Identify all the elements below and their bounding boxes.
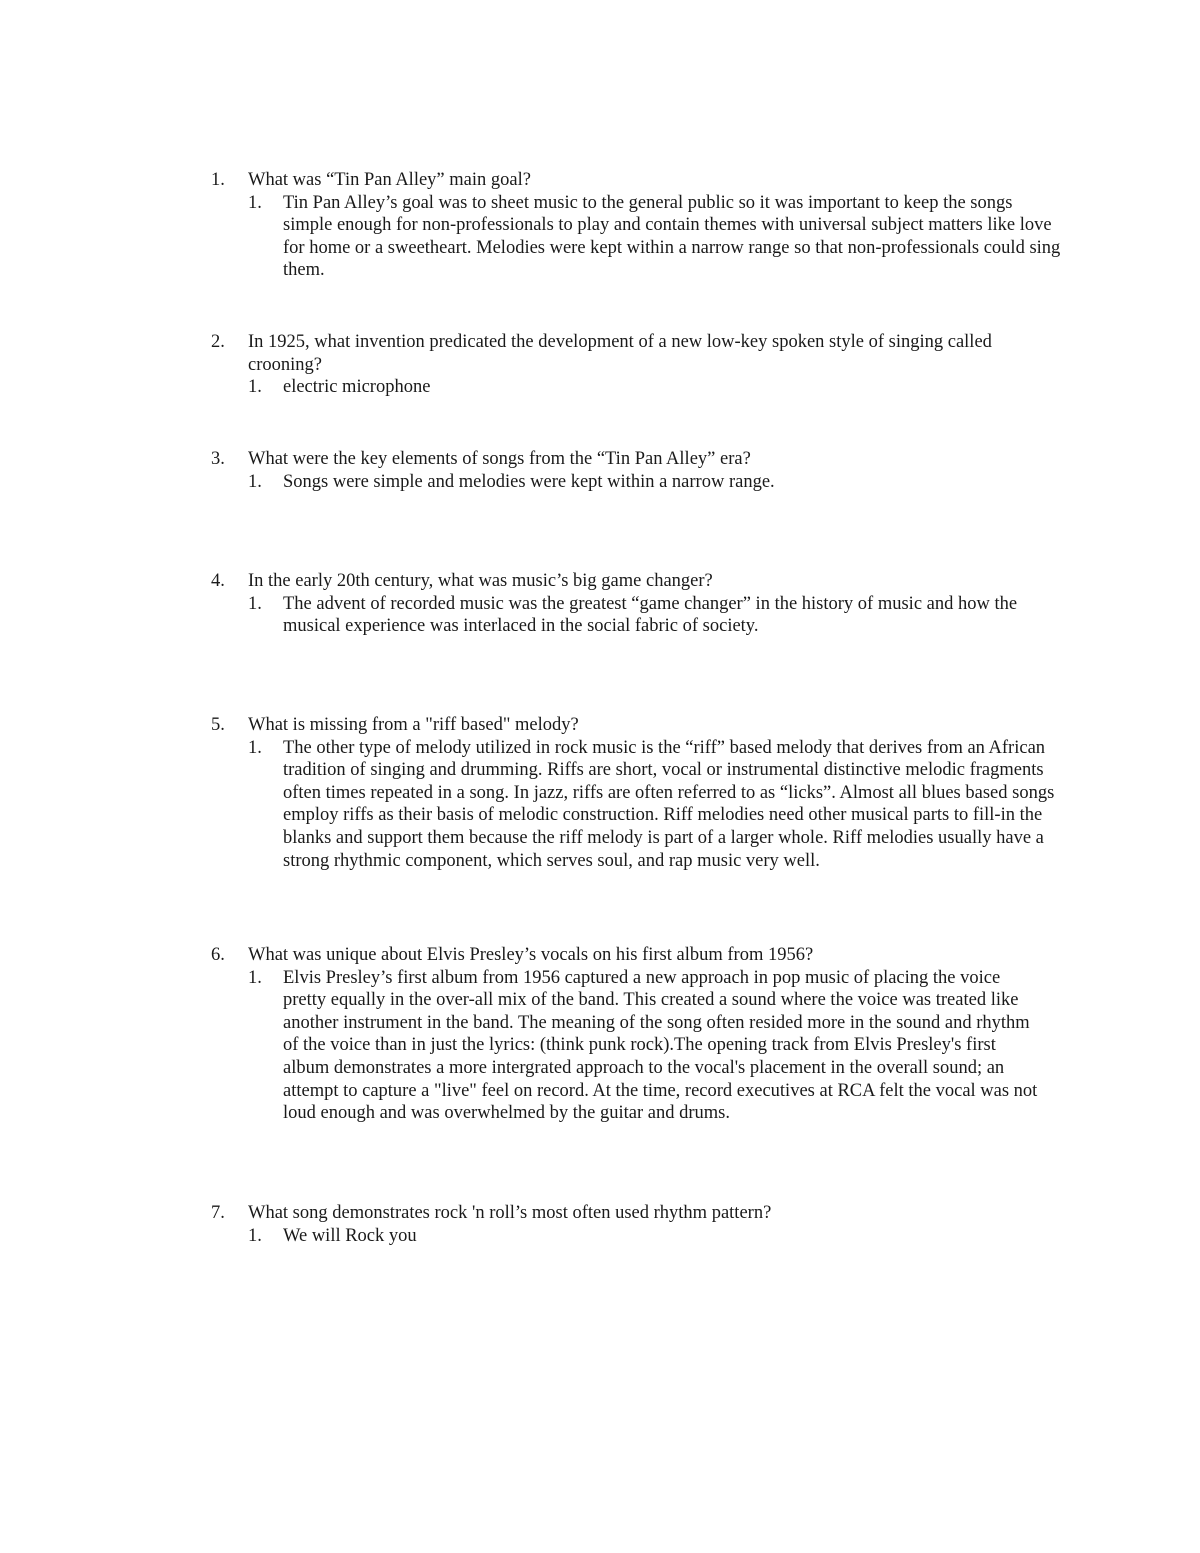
question-number: 1.	[211, 170, 225, 190]
question-text: In 1925, what invention predicated the development of a new low-key spoken style of singing called crooning?	[248, 332, 992, 375]
answer-number: 1.	[248, 737, 262, 758]
answer-line	[211, 471, 1071, 494]
question-number: 6.	[211, 945, 225, 965]
question-number: 4.	[211, 571, 225, 591]
question-line	[211, 169, 1071, 192]
answer-number: 1.	[248, 192, 262, 213]
question-number: 5.	[211, 715, 225, 735]
question-text: What song demonstrates rock 'n roll’s most often used rhythm pattern?	[248, 1203, 772, 1223]
answer-text: Songs were simple and melodies were kept within a narrow range.	[283, 471, 775, 492]
answer-text: Tin Pan Alley’s goal was to sheet music to the general public so it was important to keep the songs simple enough for non-professionals to play and contain themes with universal subject matters like love for home or a sweetheart. Melodies were kept within a narrow range so that non-professionals could sing them.	[283, 192, 1061, 281]
question-item-5	[211, 714, 1071, 872]
question-item-6	[211, 944, 1071, 1125]
question-text: What was unique about Elvis Presley’s vocals on his first album from 1956?	[248, 945, 814, 965]
question-item-4	[211, 570, 1071, 638]
answer-number: 1.	[248, 377, 262, 398]
answer-number: 1.	[248, 967, 262, 988]
answer-text: electric microphone	[283, 377, 431, 398]
question-number: 3.	[211, 449, 225, 469]
question-line	[211, 448, 1071, 471]
question-text: What were the key elements of songs from the “Tin Pan Alley” era?	[248, 449, 751, 469]
question-item-1	[211, 169, 1071, 282]
answer-line	[211, 593, 1071, 638]
question-item-7	[211, 1202, 1071, 1247]
question-number: 2.	[211, 332, 225, 352]
answer-number: 1.	[248, 471, 262, 492]
answer-number: 1.	[248, 1225, 262, 1246]
answer-text: The other type of melody utilized in rock music is the “riff” based melody that derives from an African tradition of singing and drumming. Riffs are short, vocal or instrumental distinctive melodic fragments often times repeated in a song. In jazz, riffs are often referred to as “licks”. Almost all blues based songs employ riffs as their basis of melodic construction. Riff melodies need other musical parts to fill-in the blanks and support them because the riff melody is part of a larger whole. Riff melodies usually have a strong rhythmic component, which serves soul, and rap music very well.	[283, 737, 1055, 871]
question-line	[211, 1202, 1071, 1225]
question-line	[211, 714, 1071, 737]
answer-text: Elvis Presley’s first album from 1956 captured a new approach in pop music of placing the voice pretty equally in the over-all mix of the band. This created a sound where the voice was treated like another instrument in the band. The meaning of the song often resided more in the sound and rhythm of the voice than in just the lyrics: (think punk rock).The opening track from Elvis Presley's first album demonstrates a more intergrated approach to the vocal's placement in the overall sound; an attempt to capture a "live" feel on record. At the time, record executives at RCA felt the vocal was not loud enough and was overwhelmed by the guitar and drums.	[283, 967, 1038, 1124]
question-number: 7.	[211, 1203, 225, 1223]
answer-line	[211, 1225, 1071, 1248]
answer-line	[211, 967, 1071, 1125]
answer-line	[211, 737, 1071, 873]
question-text: What was “Tin Pan Alley” main goal?	[248, 170, 531, 190]
question-line	[211, 944, 1071, 967]
answer-line	[211, 376, 1071, 399]
question-line	[211, 570, 1071, 593]
question-item-2	[211, 331, 1071, 399]
question-text: In the early 20th century, what was music’s big game changer?	[248, 571, 713, 591]
answer-text: We will Rock you	[283, 1225, 417, 1246]
question-line	[211, 331, 1048, 376]
answer-number: 1.	[248, 593, 262, 614]
answer-text: The advent of recorded music was the greatest “game changer” in the history of music and how the musical experience was interlaced in the social fabric of society.	[283, 593, 1018, 637]
answer-line	[211, 192, 1071, 282]
question-text: What is missing from a "riff based" melody?	[248, 715, 579, 735]
question-item-3	[211, 448, 1071, 493]
